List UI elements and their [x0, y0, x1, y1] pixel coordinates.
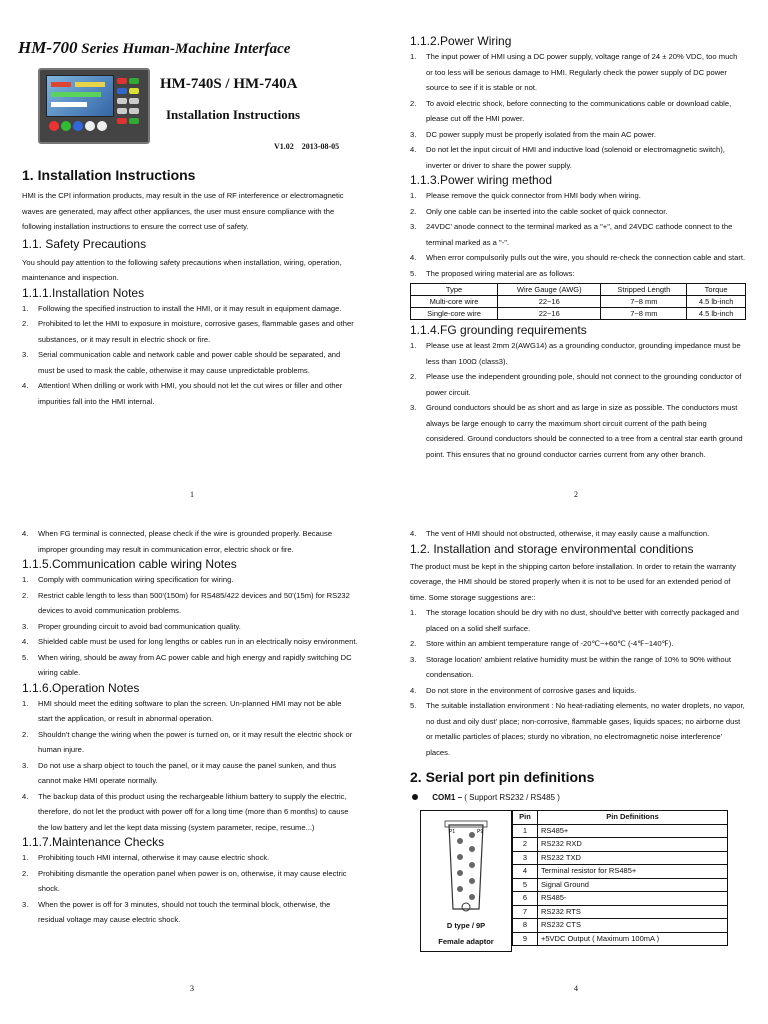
- list-item: 2. To avoid electric shock, before connecting to the communications cable or download cable, please cut off the HMI power.: [410, 98, 732, 123]
- table-header: Pin: [513, 811, 538, 825]
- section-1-1-text: You should pay attention to the following safety precautions when installation, wiring, operation, maintenance and inspection.: [22, 257, 342, 282]
- table-cell: Multi-core wire: [411, 296, 498, 308]
- list-item: 4. When error compulsorily pulls out the wire, you should re-check the connection cable and start.: [410, 253, 746, 262]
- table-cell: 22~16: [498, 308, 601, 320]
- list-item: 3. DC power supply must be properly isolated from the main AC power.: [410, 129, 657, 139]
- list-item: 3. Do not use a sharp object to touch the panel, or it may cause the panel sunken, and thus cannot make HMI operate normally.: [22, 760, 337, 785]
- pin-label-p9: P9: [477, 829, 484, 835]
- list-item: 3. Storage location' ambient relative humidity must be within the range of 10% to 90% without condensation.: [410, 654, 731, 679]
- table-row: [513, 851, 728, 865]
- list-item: 3. Proper grounding circuit to avoid bad communication quality.: [22, 621, 241, 631]
- table-row: [411, 296, 746, 308]
- wiring-material-table: [410, 283, 746, 320]
- hmi-screen: [46, 75, 114, 117]
- list-item: 2. Shouldn't change the wiring when the power is turned on, or it may result the electric shock or human injure.: [22, 729, 353, 754]
- page-number: 3: [190, 984, 194, 993]
- pin-number: 3: [513, 851, 538, 865]
- list-item: 1. HMI should meet the editing software to plan the screen. Un-planned HMI may not be able start the application, or result in abnormal operation.: [22, 698, 342, 723]
- pin-definition: +5VDC Output ( Maximum 100mA ): [538, 932, 728, 946]
- table-row: [513, 824, 728, 838]
- page-1: [0, 0, 384, 512]
- title-block: [0, 0, 384, 170]
- pin-number: 7: [513, 905, 538, 919]
- table-header: Type: [411, 284, 498, 296]
- list-item: 5. The suitable installation environment : No heat-radiating elements, no water droplets, no vapor, no dust and oily dust' place; non-corrosive, flammable gases, liquids spaces; no airborne dust or metallic particles of places; sturdy no vibration, no electromagnetic noise interference' places.: [410, 701, 745, 757]
- fg-grounding-list: [410, 338, 746, 462]
- model-title: HM-740S / HM-740A: [160, 76, 298, 92]
- section-1-1-2-heading: 1.1.2.Power Wiring: [410, 34, 512, 48]
- list-item: 1. Please remove the quick connector from HMI body when wiring.: [410, 191, 641, 200]
- com1-support: ( Support RS232 / RS485 ): [464, 793, 560, 802]
- table-header: Pin Definitions: [538, 811, 728, 825]
- pin-number: 9: [513, 932, 538, 946]
- section-1-1-4-heading: 1.1.4.FG grounding requirements: [410, 323, 587, 337]
- table-row: [411, 308, 746, 320]
- pin-definition-table: [512, 810, 728, 946]
- hmi-function-keys: [116, 76, 144, 136]
- series-subtitle: Series Human-Machine Interface: [81, 41, 291, 57]
- pin-number: 5: [513, 878, 538, 892]
- section-1-1-3-heading: 1.1.3.Power wiring method: [410, 173, 553, 187]
- connector-diagram: [420, 810, 512, 952]
- list-item: 4. Shielded cable must be used for long lengths or cables run in an electrically noisy environment.: [22, 637, 358, 646]
- list-item: 1. The storage location should be dry with no dust, should've better with correctly packaged and placed on a solid shelf surface.: [410, 608, 739, 633]
- pin-definition: RS485+: [538, 824, 728, 838]
- table-cell: 22~16: [498, 296, 601, 308]
- list-item: 4. Do not let the input circuit of HMI and inductive load (solenoid or electromagnetic switch), inverter or driver to share the power supply.: [410, 145, 725, 170]
- pin-label-p1: P1: [449, 829, 456, 835]
- com1-heading: [410, 792, 746, 804]
- power-wiring-method-list: [410, 188, 746, 281]
- series-name: HM-700: [18, 38, 78, 57]
- section-1-heading: 1. Installation Instructions: [22, 167, 196, 183]
- pin-definition: RS485-: [538, 892, 728, 906]
- maintenance-checks-list: [22, 850, 358, 928]
- list-item: 2. Prohibited to let the HMI to exposure in moisture, corrosive gases, flammable gases and other substances, or it may result in electric shock or fire.: [22, 319, 354, 344]
- list-item: 2. Store within an ambient temperature range of -20℃~+60℃ (-4℉~140℉).: [410, 639, 674, 648]
- table-cell: Single-core wire: [411, 308, 498, 320]
- list-item: 3. 24VDC' anode connect to the terminal marked as a "+", and 24VDC cathode connect to the terminal marked as a "-".: [410, 222, 733, 247]
- version-number: V1.02: [274, 142, 294, 151]
- pin-definition: RS232 TXD: [538, 851, 728, 865]
- table-row: [513, 838, 728, 852]
- list-item: 3. When the power is off for 3 minutes, should not touch the terminal block, otherwise, the residual voltage may cause electric shock.: [22, 899, 331, 924]
- com1-label: COM1 –: [432, 793, 463, 802]
- table-header: Stripped Length: [601, 284, 687, 296]
- pin-definition-block: [410, 810, 746, 952]
- pin-number: 8: [513, 919, 538, 933]
- maintenance-checks-list-continued: [410, 526, 746, 542]
- list-item: 4. When FG terminal is connected, please check if the wire is grounded properly. Because improper grounding may result in communication error, electric shock or fire.: [22, 529, 333, 554]
- list-item: 2. Please use the independent grounding pole, should not connect to the grounding conductor of power circuit.: [410, 372, 742, 397]
- table-cell: 7~8 mm: [601, 308, 687, 320]
- fg-grounding-list-continued: [22, 526, 358, 557]
- list-item: 4. The backup data of this product using the rechargeable lithium battery to supply the electric, therefore, do not let the product with power off for a long time (more than 6 months) to cause the low battery and let the kept data missing (system parameter, recipe, resume...): [22, 791, 349, 832]
- pin-number: 4: [513, 865, 538, 879]
- document-title: [18, 38, 290, 58]
- table-cell: 4.5 lb-inch: [687, 296, 746, 308]
- power-wiring-list: [410, 49, 746, 173]
- section-1-1-5-heading: 1.1.5.Communication cable wiring Notes: [22, 557, 237, 571]
- section-1-1-heading: 1.1. Safety Precautions: [22, 236, 147, 251]
- hmi-buttons: [48, 119, 112, 137]
- list-item: 2. Restrict cable length to less than 500'(150m) for RS485/422 devices and 50'(15m) for RS232 devices to avoid communication problems.: [22, 590, 350, 615]
- operation-notes-list: [22, 696, 358, 836]
- pin-number: 2: [513, 838, 538, 852]
- section-1-1-1-heading: 1.1.1.Installation Notes: [22, 285, 145, 300]
- section-1-text: HMI is the CPI information products, may result in the use of RF interference or electromagnetic waves are generated, may affect other appliances, the user must ensure compliance with the following installation instructions to ensure the correct use of safety.: [22, 191, 344, 231]
- table-row: [513, 932, 728, 946]
- pin-definition: RS232 RXD: [538, 838, 728, 852]
- table-cell: 4.5 lb-inch: [687, 308, 746, 320]
- pin-number: 1: [513, 824, 538, 838]
- table-header: Wire Gauge (AWG): [498, 284, 601, 296]
- table-header-row: [411, 284, 746, 296]
- communication-notes-list: [22, 572, 358, 681]
- list-item: 5. When wiring, should be away from AC power cable and high energy and rapidly switching DC wiring cable.: [22, 652, 352, 677]
- hmi-device-image: [38, 68, 150, 144]
- storage-conditions-list: [410, 605, 746, 760]
- section-1-1-7-heading: 1.1.7.Maintenance Checks: [22, 835, 165, 849]
- table-row: [513, 878, 728, 892]
- table-cell: 7~8 mm: [601, 296, 687, 308]
- table-row: [513, 892, 728, 906]
- table-row: [513, 905, 728, 919]
- list-item: 5. The proposed wiring material are as follows:: [410, 268, 575, 278]
- installation-notes-list: [22, 301, 358, 410]
- list-item: 1. Comply with communication wiring specification for wiring.: [22, 575, 234, 584]
- section-1-1-6-heading: 1.1.6.Operation Notes: [22, 680, 140, 695]
- list-item: 3. Ground conductors should be as short and as large in size as possible. The conductors must always be large enough to carry the maximum short circuit current of the path being considered. Ground conductors should be connected to a tree from a central star earth ground point. This ensures that no ground conductor carries current from any other branch.: [410, 403, 743, 459]
- connector-gender-label: Female adaptor: [438, 937, 494, 946]
- section-2-heading: 2. Serial port pin definitions: [410, 769, 595, 785]
- page-number: 2: [574, 490, 578, 499]
- list-item: 1. Please use at least 2mm 2(AWG14) as a grounding conductor, grounding impedance must be less than 100Ω (class3).: [410, 341, 741, 366]
- table-row: [513, 865, 728, 879]
- connector-type-label: D type / 9P: [446, 921, 486, 930]
- pin-definition: Signal Ground: [538, 878, 728, 892]
- page-4: [384, 512, 768, 1024]
- pin-definition: RS232 CTS: [538, 919, 728, 933]
- section-1-2-heading: 1.2. Installation and storage environmental conditions: [410, 541, 694, 556]
- document-date: 2013-08-05: [301, 142, 340, 151]
- page-2: [384, 0, 768, 512]
- table-header-row: [513, 811, 728, 825]
- page-3: [0, 512, 384, 1024]
- list-item: 1. The input power of HMI using a DC power supply, voltage range of 24 ± 20% VDC, too much or too less will be serious damage to HMI. Regularly check the power supply of DC power source to see if it is stable or not.: [410, 52, 738, 92]
- list-item: 4. The vent of HMI should not obstructed, otherwise, it may easily cause a malfunction.: [410, 529, 710, 538]
- pin-definition: Terminal resistor for RS485+: [538, 865, 728, 879]
- table-header: Torque: [687, 284, 746, 296]
- page-number: 1: [190, 490, 194, 499]
- list-item: 4. Do not store in the environment of corrosive gases and liquids.: [410, 685, 637, 695]
- list-item: 3. Serial communication cable and network cable and power cable should be separated, and must be used to mask the cable, otherwise it may cause unpredictable problems.: [22, 350, 341, 375]
- pin-number: 6: [513, 892, 538, 906]
- list-item: 1. Prohibiting touch HMI internal, otherwise it may cause electric shock.: [22, 853, 270, 862]
- db9-connector-icon: [441, 819, 491, 915]
- section-1-2-text: The product must be kept in the shipping carton before installation. In order to retain the warranty coverage, the HMI should be stored properly when it is not to be used for an extended period of time. Some storage suggestions are::: [410, 561, 736, 602]
- pin-definition: RS232 RTS: [538, 905, 728, 919]
- list-item: 1. Following the specified instruction to install the HMI, or it may result in equipment damage.: [22, 303, 342, 313]
- list-item: 2. Prohibiting dismantle the operation panel when power is on, otherwise, it may cause electric shock.: [22, 868, 347, 893]
- instructions-title: Installation Instructions: [166, 107, 300, 122]
- page-number: 4: [574, 984, 578, 993]
- table-row: [513, 919, 728, 933]
- version-date: [274, 142, 339, 151]
- bullet-icon: [412, 794, 418, 800]
- list-item: 2. Only one cable can be inserted into the cable socket of quick connector.: [410, 206, 668, 216]
- list-item: 4. Attention! When drilling or work with HMI, you should not let the cut wires or filler and other impurities fall into the HMI internal.: [22, 381, 343, 406]
